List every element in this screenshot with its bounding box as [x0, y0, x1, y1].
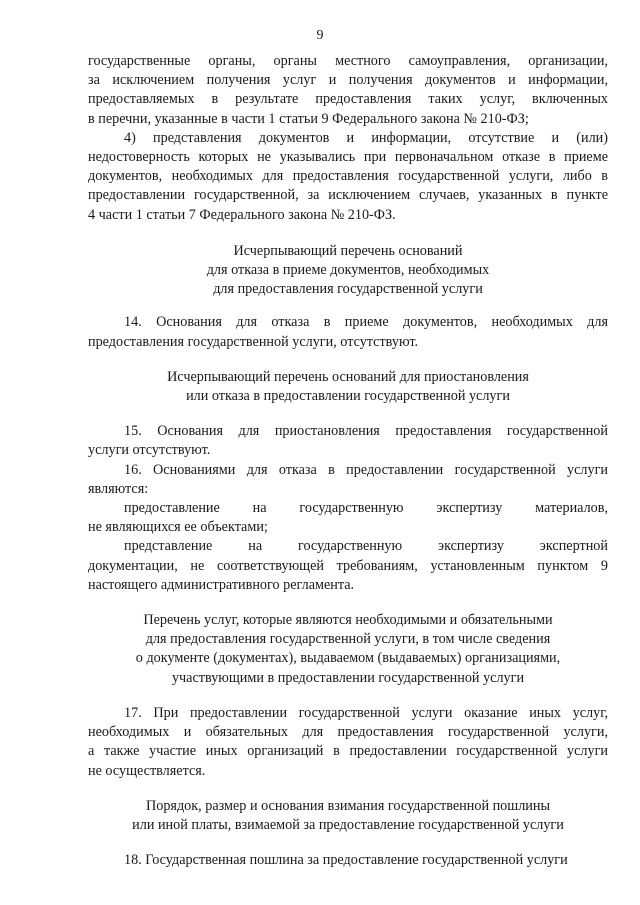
text-line: недостоверность которых не указывались при первоначальном отказе в приеме: [88, 149, 608, 166]
text-line: настоящего административного регламента.: [88, 576, 355, 593]
text-line: предоставления государственной услуги, отсутствуют.: [88, 333, 419, 350]
text-line: 14. Основания для отказа в приеме документов, необходимых для: [124, 314, 608, 331]
heading-line: Перечень услуг, которые являются необходимыми и обязательными: [143, 612, 553, 629]
text-line: 15. Основания для приостановления предоставления государственной: [124, 423, 608, 440]
heading-line: для предоставления государственной услуги: [213, 281, 483, 298]
paragraph-15: [88, 422, 608, 460]
text-line: необходимых и обязательных для предоставления государственной услуги,: [88, 724, 608, 741]
paragraph-16: [88, 461, 608, 595]
text-line: документов, необходимых для предоставления государственной услуги, либо в: [88, 168, 608, 185]
page-number: 9: [316, 28, 324, 43]
heading-line: или отказа в предоставлении государственной услуги: [186, 388, 510, 405]
text-line: документации, не соответствующей требованиям, установленным пунктом 9: [88, 557, 608, 574]
text-line: государственные органы, органы местного самоуправления, организации,: [88, 53, 608, 69]
text-line: услуги отсутствуют.: [88, 442, 211, 459]
heading-line: Исчерпывающий перечень оснований для приостановления: [167, 368, 529, 385]
paragraph-18: [88, 851, 608, 870]
intro-paragraph: [88, 52, 608, 129]
text-line: 17. При предоставлении государственной услуги оказание иных услуг,: [124, 704, 608, 721]
text-line: предоставлении государственной, за исключением случаев, указанных в пункте: [88, 187, 608, 204]
heading-line: Исчерпывающий перечень оснований: [233, 242, 463, 259]
text-line: являются:: [88, 480, 149, 497]
text-line: за исключением получения услуг и получения документов и информации,: [88, 72, 608, 89]
text-line: не осуществляется.: [88, 762, 206, 779]
document-body: [88, 52, 608, 870]
text-line: не являющихся ее объектами;: [88, 519, 268, 536]
heading-line: для предоставления государственной услуги, в том числе сведения: [145, 631, 551, 648]
text-line: 16. Основаниями для отказа в предоставлении государственной услуги: [124, 461, 608, 478]
text-line: представление на государственную экспертизу экспертной: [124, 538, 608, 555]
heading-line: участвующими в предоставлении государственной услуги: [171, 669, 525, 686]
text-line: 4 части 1 статьи 7 Федерального закона № 210-ФЗ.: [88, 206, 396, 223]
item-4-paragraph: [88, 129, 608, 225]
text-line: предоставление на государственную экспертизу материалов,: [124, 500, 608, 517]
text-line: в перечни, указанные в части 1 статьи 9 Федерального закона № 210-ФЗ;: [88, 110, 529, 127]
section-heading-state-fee: [88, 797, 608, 835]
section-heading-refusal-documents: [88, 242, 608, 300]
heading-line: о документе (документах), выдаваемом (выдаваемых) организациями,: [135, 650, 561, 667]
text-line: 4) представления документов и информации, отсутствие и (или): [124, 129, 608, 146]
text-line: 18. Государственная пошлина за предоставление государственной услуги: [124, 852, 568, 869]
heading-line: Порядок, размер и основания взимания государственной пошлины: [145, 797, 550, 814]
paragraph-14: [88, 313, 608, 351]
text-line: а также участие иных организаций в предоставлении государственной услуги: [88, 743, 608, 760]
paragraph-17: [88, 704, 608, 781]
heading-line: для отказа в приеме документов, необходимых: [206, 262, 490, 279]
heading-line: или иной платы, взимаемой за предоставление государственной услуги: [132, 816, 564, 833]
text-line: предоставляемых в результате предоставления таких услуг, включенных: [88, 91, 608, 108]
section-heading-necessary-services: [88, 611, 608, 688]
section-heading-suspension: [88, 368, 608, 406]
